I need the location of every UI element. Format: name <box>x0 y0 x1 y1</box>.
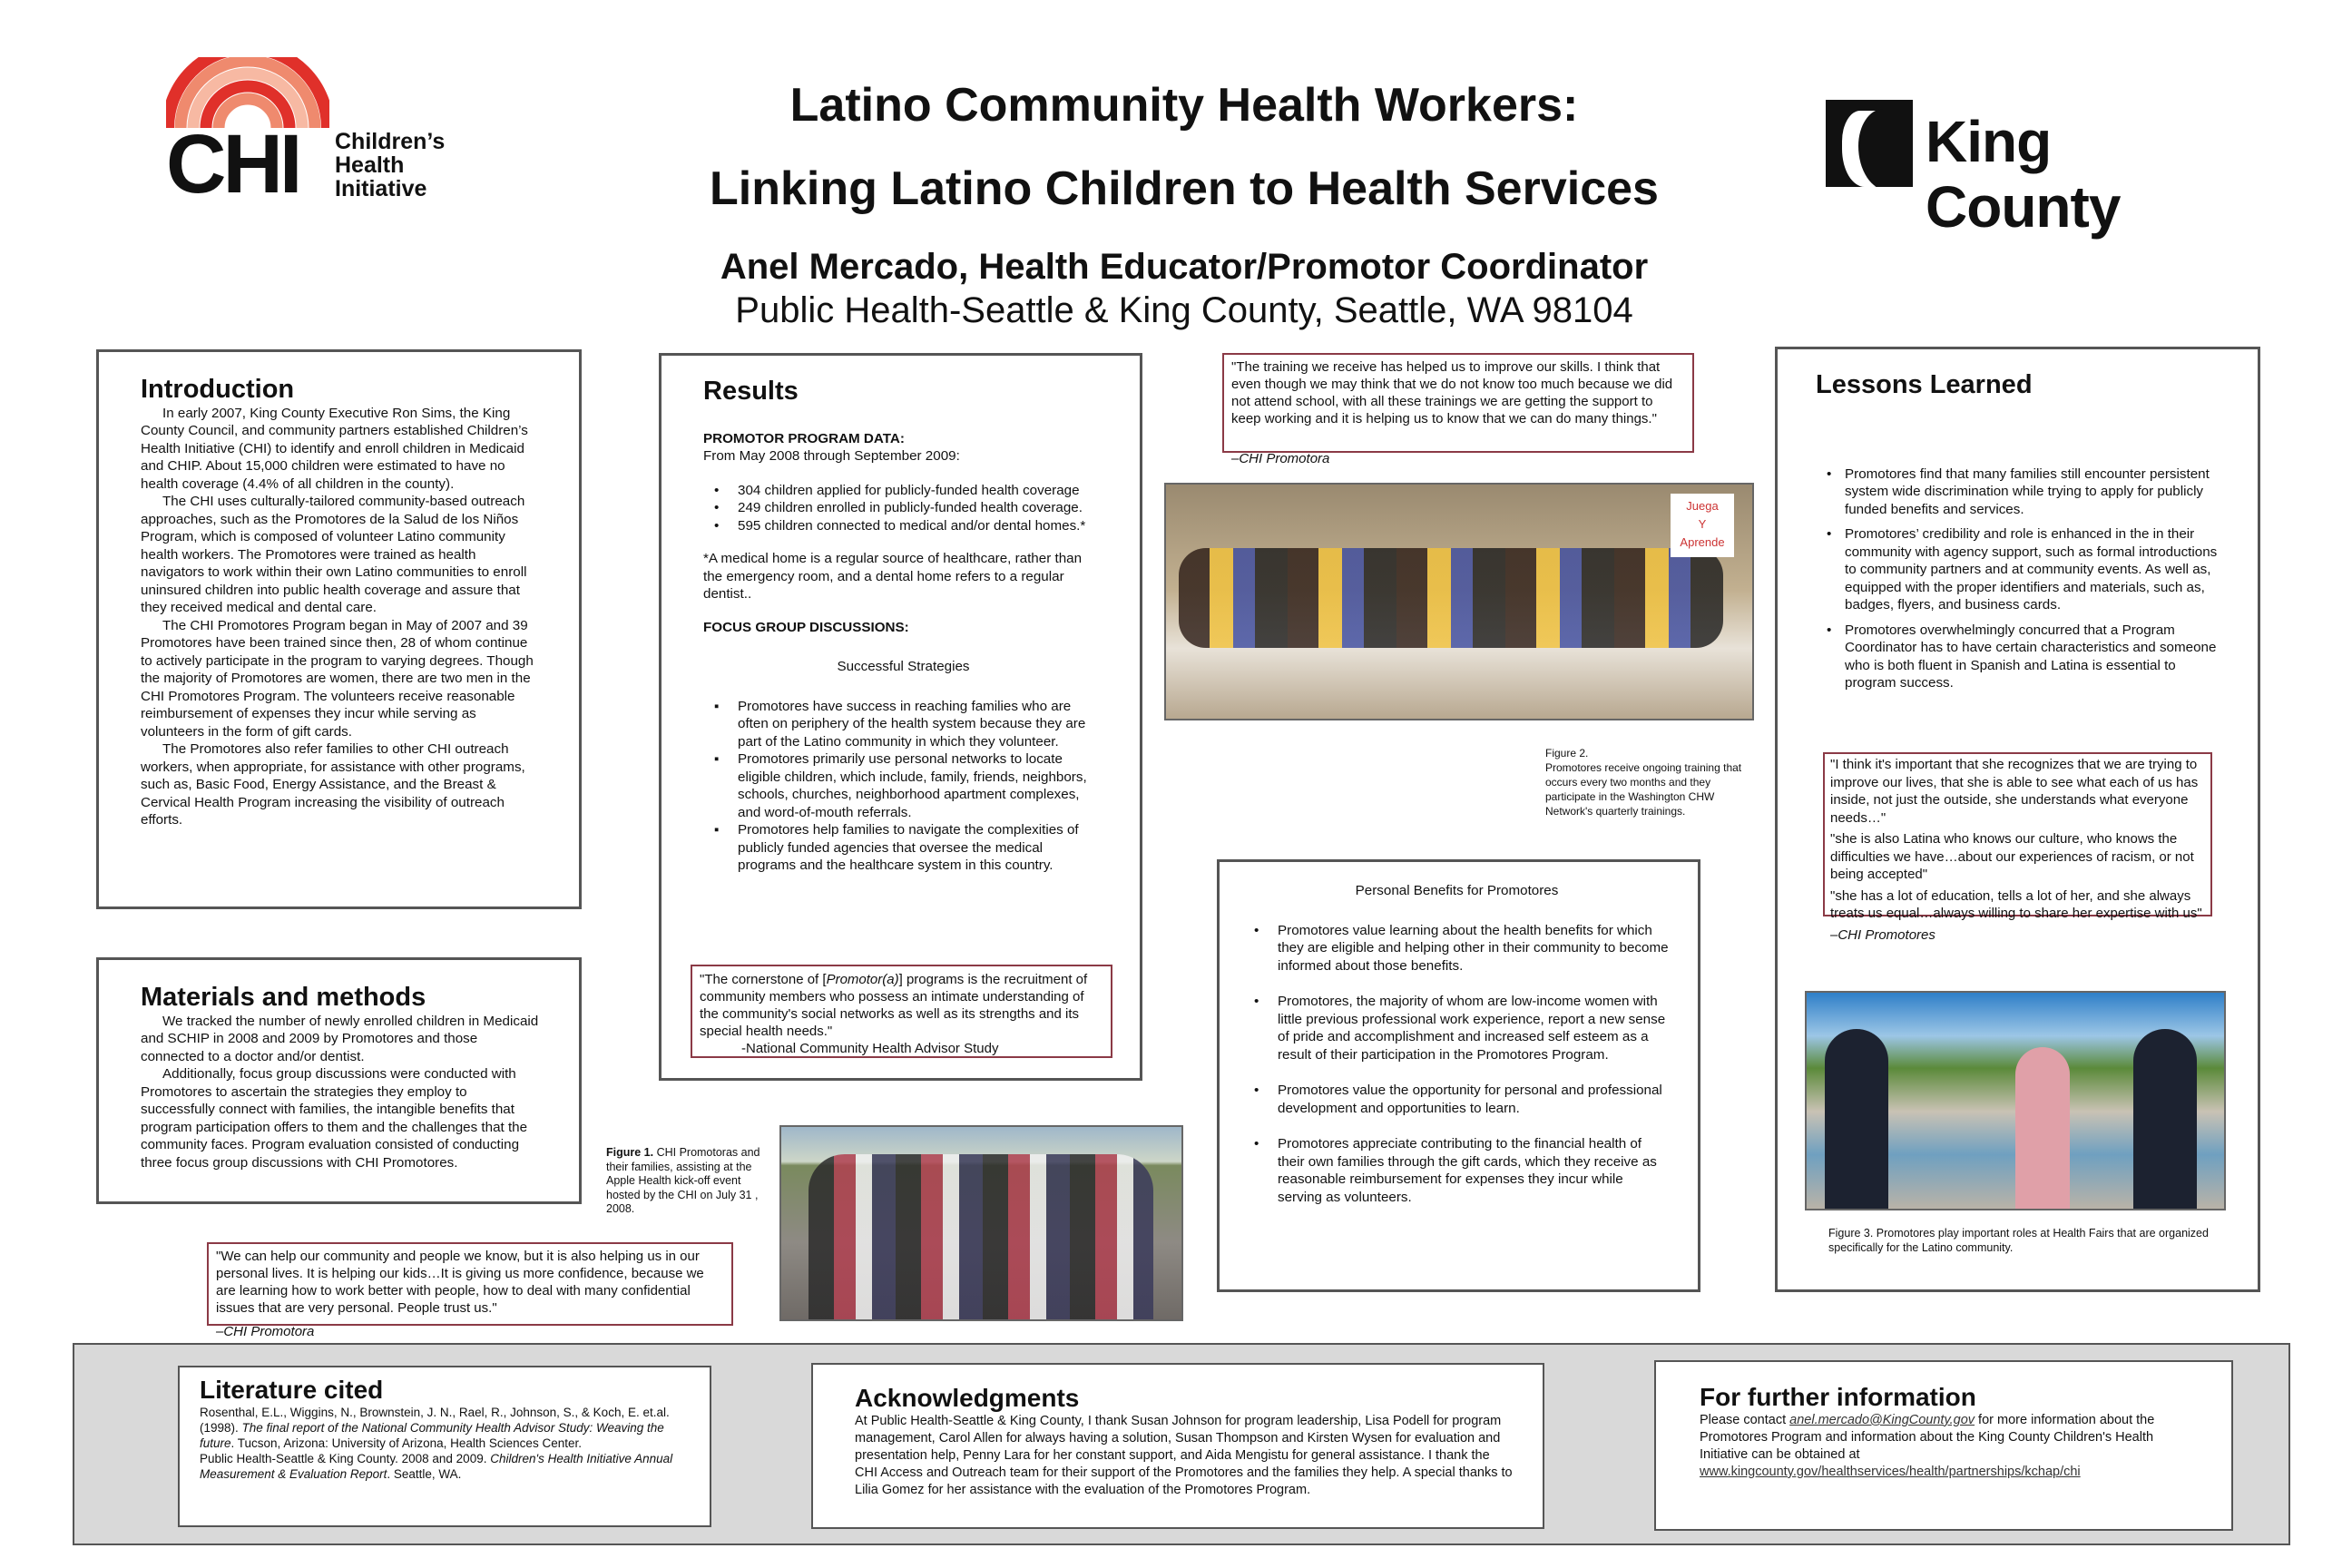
further-info-text-part: for more information about the Promotores Program and information about the King County Children's Health Initiative can be obtained at <box>1700 1412 2155 1462</box>
data-item: • 595 children connected to medical and/or dental homes.* <box>703 517 1103 535</box>
further-info-heading: For further information <box>1700 1383 1976 1411</box>
intro-paragraph: The CHI Promotores Program began in May of 2007 and 39 Promotores have been trained since then, 28 of whom continue to actively participate in the program to varying degrees. Though the majority of Promotores are women, there are two men in the CHI Promotores Program. The volunteers receive reasonable reimbursement of expenses they incur while serving as volunteers in the form of gift cards. <box>141 617 534 740</box>
reference <box>200 1405 691 1451</box>
sign-text: Juega <box>1686 499 1719 513</box>
strategies-title: Successful Strategies <box>837 659 970 675</box>
further-info-text-part: Please contact <box>1700 1412 1790 1427</box>
figure2-caption-text: Promotores receive ongoing training that occurs every two months and they participate in the Washington CHW Network's quarterly trainings. <box>1545 761 1742 818</box>
lessons-quotes <box>1830 756 2211 944</box>
lesson-item: • Promotores overwhelmingly concurred that a Program Coordinator has to have certain characteristics and someone who is both fluent in Spanish and Latina is essential to program success. <box>1816 622 2221 692</box>
figure1-photo <box>779 1125 1183 1321</box>
focus-group-heading: FOCUS GROUP DISCUSSIONS: <box>703 619 909 635</box>
sign-text: Y <box>1698 517 1707 531</box>
king-face-icon <box>1826 100 1913 187</box>
strategy-item: ▪ Promotores have success in reaching families who are often on periphery of the health system because they are part of the Latino community in which they volunteer. <box>703 698 1103 751</box>
chi-name-line: Health <box>335 152 405 178</box>
reference-authors: Rosenthal, E.L., Wiggins, N., Brownstein, J. N., Rael, R., Johnson, S., & Koch, E. et.al. (1998). <box>200 1405 670 1435</box>
reference-publisher: . Seattle, WA. <box>387 1466 462 1481</box>
king-county-logo <box>1824 98 2259 240</box>
benefits-title: Personal Benefits for Promotores <box>1355 883 1559 898</box>
chi-name-line: Initiative <box>335 176 427 201</box>
strategy-item: ▪ Promotores help families to navigate the complexities of publicly funded agencies that oversee the medical programs and the healthcare system in this country. <box>703 821 1103 875</box>
literature-panel <box>178 1366 711 1527</box>
sign-text: Aprende <box>1680 535 1725 549</box>
reference-authors: Public Health-Seattle & King County. 2008 and 2009. <box>200 1451 491 1465</box>
acknowledgments-text: At Public Health-Seattle & King County, I thank Susan Johnson for program leadership, Lisa Podell for program management, Carol Allen for always having a solution, Susan Thompson and Kirsten Wysen for evaluation and presentation help, Penny Lara for her constant support, and Aida Mengistu for general assistance. I thank the CHI Access and Outreach team for their support of the Promotores and the families they help. A special thanks to Lilia Gomez for her assistance with the evaluation of the Promotores Program. <box>855 1413 1513 1497</box>
quote-attribution: -National Community Health Advisor Study <box>741 1041 999 1056</box>
website-link[interactable]: www.kingcounty.gov/healthservices/health/partnerships/kchap/chi <box>1700 1464 2081 1479</box>
email-link[interactable]: anel.mercado@KingCounty.gov <box>1789 1412 1975 1427</box>
lessons-quote: "she has a lot of education, tells a lot of her, and she always treats us equal…always willing to share her expertise with us" <box>1830 887 2202 921</box>
figure2-label: Figure 2. <box>1545 747 1589 760</box>
materials-panel <box>96 957 582 1204</box>
quote-text: "The cornerstone of [ <box>700 972 827 987</box>
data-item: • 304 children applied for publicly-funded health coverage <box>703 482 1103 500</box>
introduction-heading: Introduction <box>141 375 295 404</box>
acknowledgments-heading: Acknowledgments <box>855 1384 1080 1412</box>
materials-paragraph: Additionally, focus group discussions were conducted with Promotores to ascertain the strategies they employ to successfully connect with families, the intangible benefits that program participation offers to them and the challenges that the community faces. Program evaluation consisted of conducting three focus group discussions with CHI Promotores. <box>141 1066 528 1171</box>
chi-logo <box>166 57 475 211</box>
quote-left <box>207 1242 733 1339</box>
chi-name-line: Children’s <box>335 129 446 154</box>
king-county-wordmark: King County <box>1926 109 2121 240</box>
acknowledgments-panel <box>811 1363 1544 1529</box>
figure1-label: Figure 1. <box>606 1146 654 1159</box>
quote-training <box>1222 353 1694 466</box>
quote-text: "The training we receive has helped us to improve our skills. I think that even though we may think that we do not know too much because we did not attend school, with all these trainings we are getting the support to keep working and it is helping us to know that we can do many things." <box>1231 359 1673 426</box>
intro-paragraph: The CHI uses culturally-tailored community-based outreach approaches, such as the Promotores de la Salud de los Niños Program, which is composed of volunteer Latino community health workers. The Promotores were trained as health navigators to work within their own Latino communities to enroll uninsured children into public health coverage and assure that they received medical and dental care. <box>141 494 527 616</box>
lessons-quote: "I think it's important that she recognizes that we are trying to improve our lives, that she is able to see what each of us has inside, not just the outside, she understands what everyone needs…" <box>1830 757 2199 826</box>
title-line-1: Latino Community Health Workers: <box>789 79 1579 132</box>
data-item: • 249 children enrolled in publicly-funded health coverage. <box>703 499 1103 517</box>
intro-paragraph: In early 2007, King County Executive Ron Sims, the King County Council, and community partners established Children’s Health Initiative (CHI) to identify and enroll children in Medicaid and CHIP. About 15,000 children were estimated to have no health coverage (4.4% of all children in the county). <box>141 405 528 492</box>
chi-mark: CHI <box>166 118 299 211</box>
author: Anel Mercado, Health Educator/Promotor Coordinator <box>720 247 1649 287</box>
reference-title: Children's Health Initiative Annual Measurement & Evaluation Report <box>200 1451 673 1481</box>
introduction-panel <box>96 349 582 909</box>
title-line-2: Linking Latino Children to Health Services <box>710 162 1659 215</box>
further-info-panel <box>1654 1360 2233 1531</box>
figure2-photo <box>1164 483 1754 720</box>
affiliation: Public Health-Seattle & King County, Seattle, WA 98104 <box>735 290 1633 330</box>
strategy-item: ▪ Promotores primarily use personal networks to locate eligible children, which include, family, friends, neighbors, schools, churches, neighborhood apartment complexes, and word-of-mouth referrals. <box>703 750 1103 821</box>
literature-heading: Literature cited <box>200 1376 384 1404</box>
materials-heading: Materials and methods <box>141 983 426 1012</box>
materials-paragraph: We tracked the number of newly enrolled children in Medicaid and SCHIP in 2008 and 2009 by Promotores and those connected to a doctor and/or dentist. <box>141 1013 539 1064</box>
quote-attribution: –CHI Promotora <box>216 1324 315 1339</box>
medical-home-footnote: *A medical home is a regular source of healthcare, rather than the emergency room, and a dental home refers to a regular dentist.. <box>703 551 1083 603</box>
lessons-quote: "she is also Latina who knows our culture, who knows the difficulties we have…about our experiences of racism, or not being accepted" <box>1830 831 2194 882</box>
program-data-heading: PROMOTOR PROGRAM DATA: <box>703 430 905 446</box>
figure1-caption <box>606 1146 775 1217</box>
quote-attribution: –CHI Promotores <box>1830 926 1936 943</box>
quote-text: "We can help our community and people we know, but it is also helping us in our personal lives. It is helping our kids…It is giving us more confidence, because we are learning how to work better with people, how to deal with many confidential issues that are very personal. People trust us." <box>216 1249 704 1316</box>
reference <box>200 1451 691 1482</box>
quote-attribution: –CHI Promotora <box>1231 451 1330 466</box>
figure2-sign <box>1671 494 1734 557</box>
program-data-period: From May 2008 through September 2009: <box>703 448 960 465</box>
benefit-item: • Promotores value learning about the health benefits for which they are eligible and helping other in their community to become informed about those benefits. <box>1243 922 1671 975</box>
reference-title: The final report of the National Community Health Advisor Study: Weaving the future <box>200 1420 664 1450</box>
figure2-caption <box>1545 746 1745 818</box>
lesson-item: • Promotores’ credibility and role is enhanced in the in their community with agency support, such as formal introductions to community partners and at community events. As well as, equipped with the proper identifiers and materials, such as, badges, flyers, and business cards. <box>1816 525 2221 614</box>
figure3-photo <box>1805 991 2226 1210</box>
lessons-heading: Lessons Learned <box>1816 370 2033 399</box>
results-heading: Results <box>703 377 799 406</box>
benefit-item: • Promotores appreciate contributing to the financial health of their own families through the gift cards, which they receive as reasonable reimbursement for expenses they incur while serving as volunteers. <box>1243 1135 1671 1206</box>
figure3-caption: Figure 3. Promotores play important roles at Health Fairs that are organized specifically for the Latino community. <box>1828 1227 2209 1254</box>
further-info-text <box>1700 1412 2204 1481</box>
quote-cornerstone <box>691 965 1112 1058</box>
lesson-item: • Promotores find that many families still encounter persistent system wide discrimination while trying to apply for publicly funded benefits and services. <box>1816 466 2221 519</box>
quote-text: ] programs is the recruitment of community members who possess an intimate understanding of the community's social networks as well as its strengths and its special health needs." <box>700 972 1088 1039</box>
benefit-item: • Promotores value the opportunity for personal and professional development and opportunities to learn. <box>1243 1082 1671 1117</box>
reference-publisher: . Tucson, Arizona: University of Arizona, Health Sciences Center. <box>230 1436 582 1450</box>
quote-emphasis: Promotor(a) <box>826 972 899 987</box>
benefit-item: • Promotores, the majority of whom are low-income women with little previous professional work experience, report a new sense of pride and accomplishment and increased self esteem as a result of their participation in the Promotores Program. <box>1243 993 1671 1063</box>
figure1-caption-text: CHI Promotoras and their families, assisting at the Apple Health kick-off event hosted by the CHI on July 31 , 2008. <box>606 1146 760 1215</box>
intro-paragraph: The Promotores also refer families to other CHI outreach workers, when appropriate, for assistance with other programs, such as, Basic Food, Energy Assistance, and the Breast & Cervical Health Program increasing the visibility of outreach efforts. <box>141 741 525 828</box>
personal-benefits-panel <box>1217 859 1700 1292</box>
